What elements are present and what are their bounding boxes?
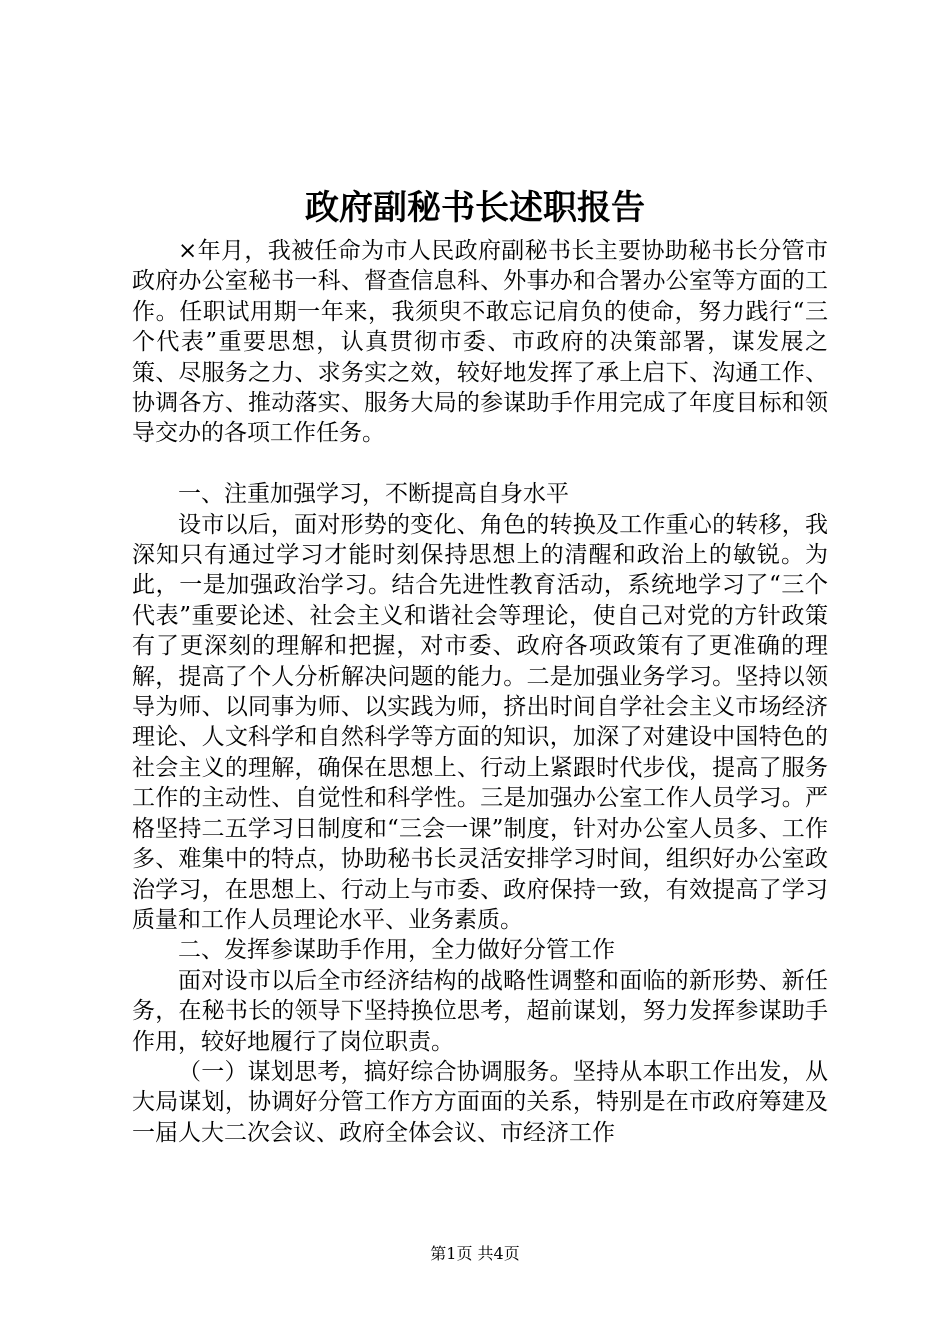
document-body (132, 236, 828, 1148)
document-title: 政府副秘书长述职报告 (305, 188, 645, 228)
subsection-1-paragraph: （一）谋划思考，搞好综合协调服务。坚持从本职工作出发，从大局谋划，协调好分管工作方方面面的关系，特别是在市政府筹建及一届人大二次会议、政府全体会议、市经济工作 (132, 1058, 828, 1146)
section-1-paragraph: 设市以后，面对形势的变化、角色的转换及工作重心的转移，我深知只有通过学习才能时刻保持思想上的清醒和政治上的敏锐。为此，一是加强政治学习。结合先进性教育活动，系统地学习了“三个代表”重要论述、社会主义和谐社会等理论，使自己对党的方针政策有了更深刻的理解和把握，对市委、政府各项政策有了更准确的理解，提高了个人分析解决问题的能力。二是加强业务学习。坚持以领导为师、以同事为师、以实践为师，挤出时间自学社会主义市场经济理论、人文科学和自然科学等方面的知识，加深了对建设中国特色的社会主义的理解，确保在思想上、行动上紧跟时代步伐，提高了服务工作的主动性、自觉性和科学性。三是加强办公室工作人员学习。严格坚持二五学习日制度和“三会一课”制度，针对办公室人员多、工作多、难集中的特点，协助秘书长灵活安排学习时间，组织好办公室政治学习，在思想上、行动上与市委、政府保持一致，有效提高了学习质量和工作人员理论水平、业务素质。 (132, 511, 828, 933)
page-number-footer: 第1页 共4页 (430, 1244, 520, 1263)
section-heading-1: 一、注重加强学习，不断提高自身水平 (178, 481, 569, 508)
section-2-paragraph: 面对设市以后全市经济结构的战略性调整和面临的新形势、新任务，在秘书长的领导下坚持换位思考，超前谋划，努力发挥参谋助手作用，较好地履行了岗位职责。 (132, 967, 828, 1055)
section-heading-2: 二、发挥参谋助手作用，全力做好分管工作 (178, 937, 615, 964)
intro-paragraph: ×年月，我被任命为市人民政府副秘书长主要协助秘书长分管市政府办公室秘书一科、督查信息科、外事办和合署办公室等方面的工作。任职试用期一年来，我须臾不敢忘记肩负的使命，努力践行“三个代表”重要思想，认真贯彻市委、市政府的决策部署，谋发展之策、尽服务之力、求务实之效，较好地发挥了承上启下、沟通工作、协调各方、推动落实、服务大局的参谋助手作用完成了年度目标和领导交办的各项工作任务。 (132, 238, 828, 447)
